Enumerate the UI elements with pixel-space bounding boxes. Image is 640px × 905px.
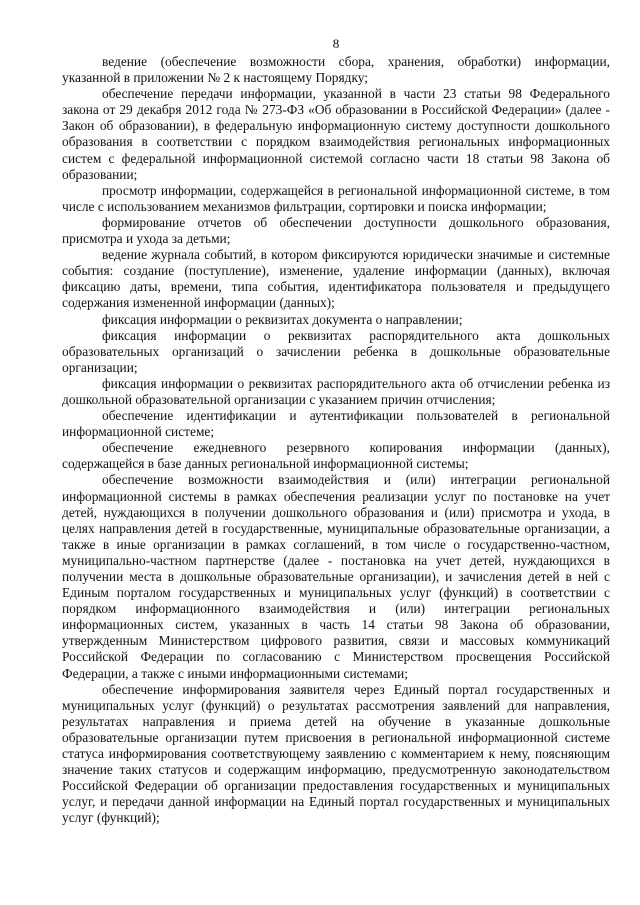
paragraph-reports: формирование отчетов об обеспечении доступности дошкольного образования, присмотра и ухода за детьми; [62, 214, 610, 247]
page-number: 8 [332, 36, 340, 51]
document-page [62, 36, 610, 827]
paragraph-backup: обеспечение ежедневного резервного копирования информации (данных), содержащейся в базе данных региональной информационной системы; [62, 440, 610, 472]
paragraph-integration: обеспечение возможности взаимодействия и (или) интеграции региональной информационной системы в рамках обеспечения реализации услуг по постановке на учет детей, нуждающихся в получении дошкольного образования и (или) присмотра и ухода, в целях направления детей в государственные, муниципальные образовательные организации, а также в иные организации в рамках соглашений, в том числе о государственно-частном, муниципально-частном партнерстве (далее - постановка на учет детей, нуждающихся в получении места в дошкольные образовательные организации), и зачисления детей в ней с Единым порталом государственных и муниципальных услуг (функций) в соответствии с порядком информационного взаимодействия и (или) интеграции региональных информационных систем, указанных в часть 14 статьи 98 Закона об образовании, утвержденным Министерством цифрового развития, связи и массовых коммуникаций Российской Федерации по согласованию с Министерством просвещения Российской Федерации, а также с иными информационными системами; [62, 472, 610, 681]
paragraph-authentication: обеспечение идентификации и аутентификации пользователей в региональной информационной системе; [62, 408, 610, 440]
paragraph-expulsion-act: фиксация информации о реквизитах распорядительного акта об отчислении ребенка из дошкольной образовательной организации с указанием причин отчисления; [62, 375, 610, 407]
paragraph-enrollment-act: фиксация информации о реквизитах распорядительного акта дошкольных образовательных организаций о зачислении ребенка в дошкольные образовательные организации; [62, 327, 610, 375]
paragraph-referral-details: фиксация информации о реквизитах документа о направлении; [102, 311, 463, 327]
paragraph-info-view: просмотр информации, содержащейся в региональной информационной системе, в том числе с использованием механизмов фильтрации, сортировки и поиска информации; [62, 182, 610, 214]
paragraph-applicant-notification: обеспечение информирования заявителя через Единый портал государственных и муниципальных услуг (функций) о результатах рассмотрения заявлений для направления, результатах направления и приема детей на обучение в указанные дошкольные образовательные организации путем присвоения в региональной информационной системе статуса информирования соответствующему заявлению с комментарием к нему, поясняющим значение таких статусов и содержащим информацию, предусмотренную законодательством Российской Федерации об организации предоставления государственных и муниципальных услуг, и передачи данной информации на Единый портал государственных и муниципальных услуг (функций); [62, 681, 610, 826]
paragraph-info-collection: ведение (обеспечение возможности сбора, хранения, обработки) информации, указанной в приложении № 2 к настоящему Порядку; [62, 54, 610, 86]
paragraph-info-transfer: обеспечение передачи информации, указанной в части 23 статьи 98 Федерального закона от 29 декабря 2012 года № 273-ФЗ «Об образовании в Российской Федерации» (далее - Закон об образовании), в федеральную информационную систему доступности дошкольного образования в соответствии с порядком взаимодействия региональных информационных систем с федеральной информационной системой согласно части 18 статьи 98 Закона об образовании; [62, 86, 610, 182]
paragraph-event-log: ведение журнала событий, в котором фиксируются юридически значимые и системные события: создание (поступление), изменение, удаление информации (данных), включая фиксацию даты, времени, типа события, идентификатора пользователя и предыдущего содержания измененной информации (данных); [62, 247, 610, 311]
